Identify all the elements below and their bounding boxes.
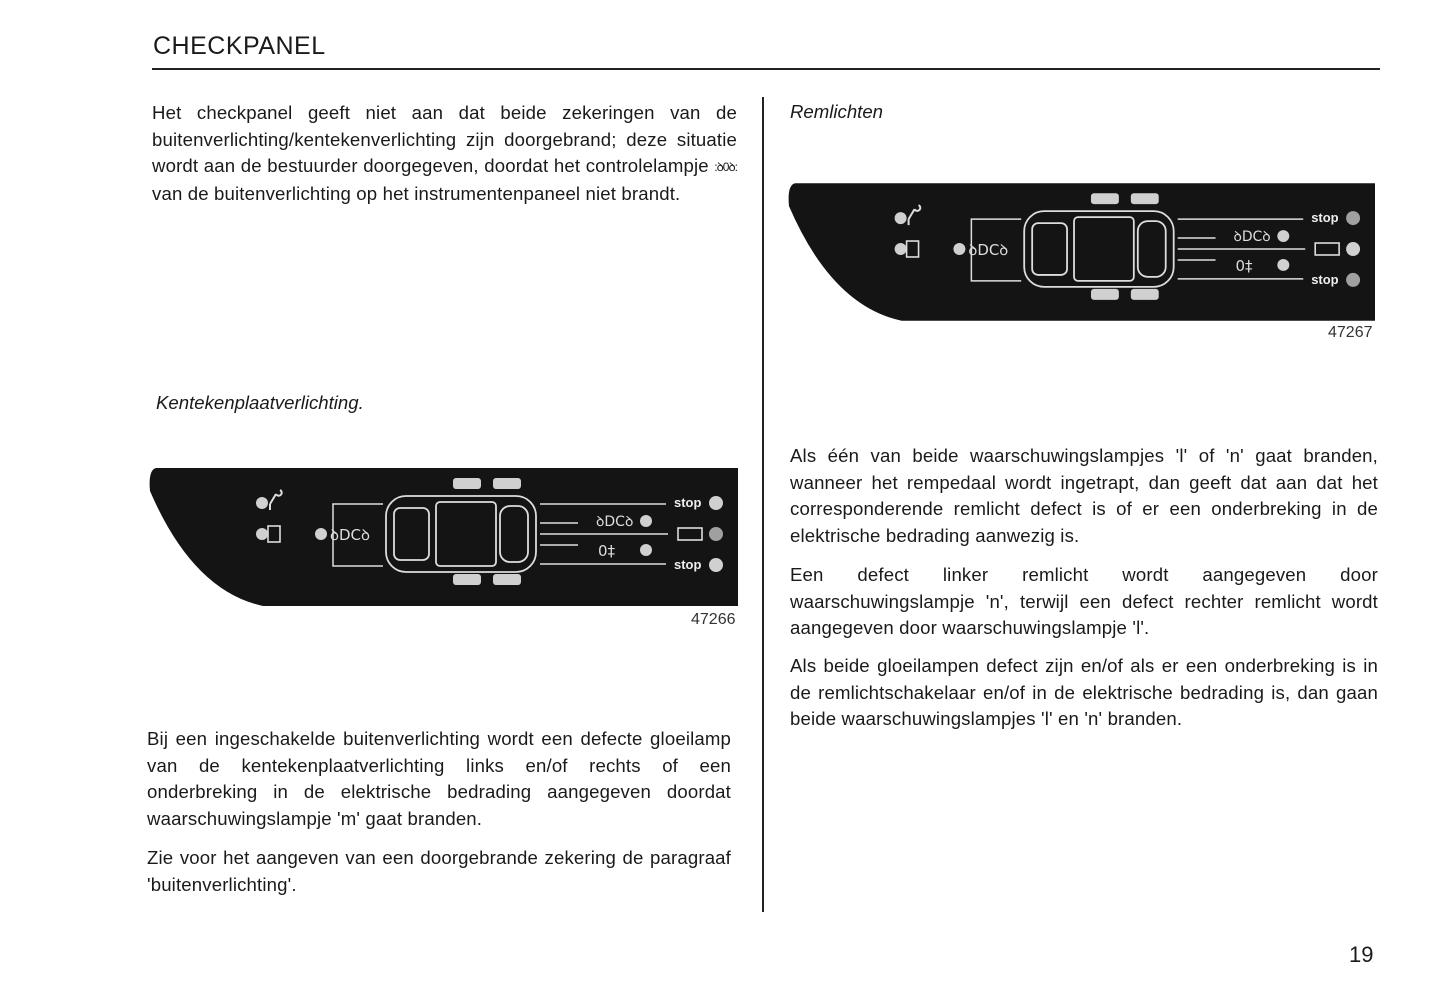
stop-label-bottom: stop [1311,271,1339,287]
checkpanel-figure-license-plate [148,466,738,606]
stop-dot-top [709,496,723,510]
stop-dot-bottom [709,558,723,572]
warning-dot [315,528,327,540]
stop-label-bottom: stop [674,557,702,572]
warning-dot [1277,259,1289,271]
panel-graphic [789,183,1375,321]
brake-paragraph-2: Een defect linker remlicht wordt aangegeven door waarschuwingslampje 'n', terwijl een defect rechter remlicht wordt aangegeven door waarschuwingslampje 'l'. [790,564,1378,638]
panel-background [150,468,738,606]
warning-dot [640,515,652,527]
license-plate-dot [709,527,723,541]
figure-caption-license-plate: Kentekenplaatverlichting. [156,392,364,413]
stop-dot-top [1346,211,1360,225]
column-divider [762,97,764,912]
figure-number: 47267 [1328,324,1373,341]
rear-light-icon: ꝺDCꝺ [1233,229,1271,246]
license-plate-dot [1346,242,1360,256]
license-paragraph-2: Zie voor het aangeven van een doorgebrande zekering de paragraaf 'buitenverlichting'. [147,847,731,895]
panel-graphic [150,468,738,606]
stop-label-top: stop [674,495,702,510]
stop-dot-bottom [1346,273,1360,287]
panel-background [789,183,1375,321]
page-title: CHECKPANEL [153,32,326,60]
warning-dot [1277,230,1289,242]
headlight-icon: ꝺDCꝺ [330,526,370,544]
outside-lights-icon: :ꝺ0ꝺ: [714,160,737,174]
fog-light-icon: 0‡ [1235,256,1253,275]
intro-text-rest: van de buitenverlichting op het instrumentenpaneel niet brandt. [152,182,681,204]
warning-dot [953,243,965,255]
header-rule [152,68,1380,70]
figure-caption-brake-lights: Remlichten [790,101,884,122]
intro-text: Het checkpanel geeft niet aan dat beide zekeringen van de buitenverlichting/kentekenverlichting zijn doorgebrand; deze situatie wordt aan de bestuurder doorgegeven, doordat het controlelampje [152,102,737,176]
warning-dot [256,528,268,540]
warning-dot [640,544,652,556]
fog-light-icon: 0‡ [598,542,616,560]
warning-dot [895,212,907,224]
page-number: 19 [1349,942,1374,967]
brake-paragraph-1: Als één van beide waarschuwingslampjes 'l' of 'n' gaat branden, wanneer het rempedaal wordt ingetrapt, dan geeft dat aan dat het corresponderende remlicht defect is of er een onderbreking in de elektrische bedrading aanwezig is. [790,445,1378,546]
checkpanel-figure-brake-lights [787,181,1375,321]
figure-number: 47266 [691,611,736,628]
stop-label-top: stop [1311,210,1339,226]
headlight-icon: ꝺDCꝺ [968,240,1009,259]
rear-light-icon: ꝺDCꝺ [596,514,634,530]
warning-dot [256,497,268,509]
license-paragraph-1: Bij een ingeschakelde buitenverlichting wordt een defecte gloeilamp van de kentekenplaatverlichting links en/of rechts of een onderbreking in de elektrische bedrading aangegeven doordat waarschuwingslampje 'm' gaat branden. [147,728,731,829]
warning-dot [895,243,907,255]
brake-paragraph-3: Als beide gloeilampen defect zijn en/of als er een onderbreking is in de remlichtschakelaar en/of in de elektrische bedrading is, dan gaan beide waarschuwingslampjes 'l' en 'n' branden. [790,655,1378,729]
intro-paragraph [152,100,737,207]
